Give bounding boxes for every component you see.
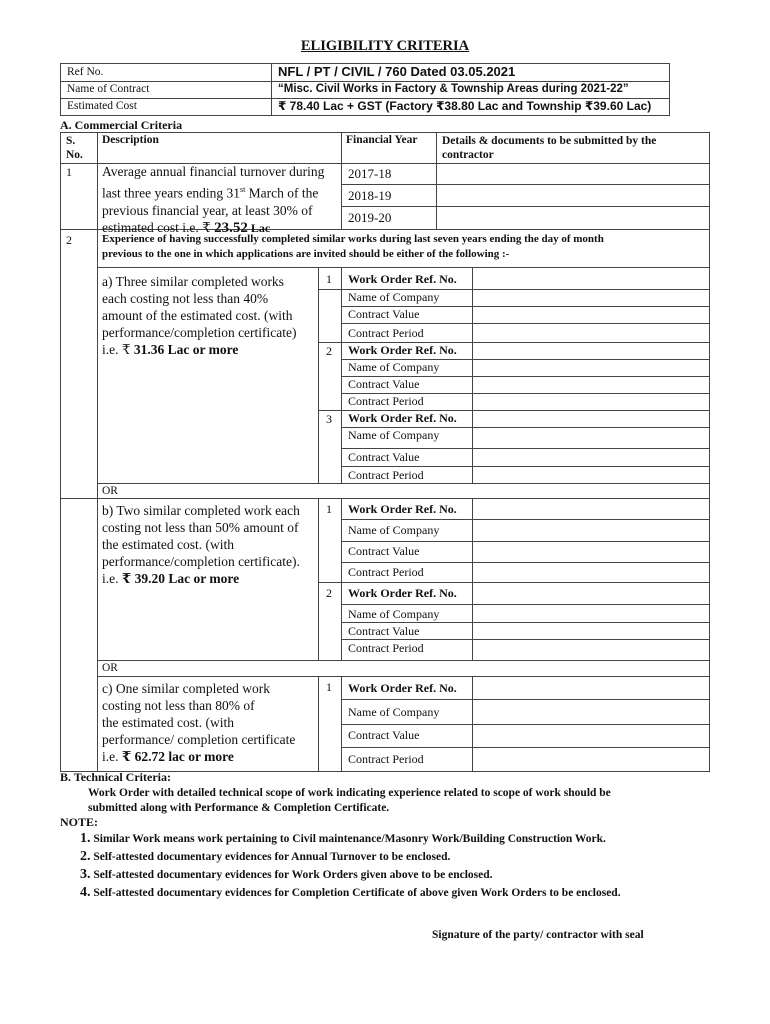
opt-b2-company: Name of Company xyxy=(348,607,440,621)
or-separator-1: OR xyxy=(102,485,118,497)
opt-a2-company: Name of Company xyxy=(348,360,440,374)
contract-value: “Misc. Civil Works in Factory & Township Areas during 2021-22” xyxy=(278,83,629,95)
year-2017-18: 2017-18 xyxy=(348,166,392,181)
opt-a-num-2: 2 xyxy=(326,344,332,358)
row2-sno: 2 xyxy=(66,233,72,247)
col-description: Description xyxy=(102,134,159,146)
opt-c1-company: Name of Company xyxy=(348,705,440,719)
opt-c-num-1: 1 xyxy=(326,680,332,694)
year-2019-20: 2019-20 xyxy=(348,210,392,225)
opt-c1-ref: Work Order Ref. No. xyxy=(348,681,457,695)
technical-heading: B. Technical Criteria: xyxy=(60,770,171,784)
signature-line: Signature of the party/ contractor with seal xyxy=(432,929,644,941)
opt-b2-ref: Work Order Ref. No. xyxy=(348,586,457,600)
opt-a1-ref: Work Order Ref. No. xyxy=(348,272,457,286)
opt-a3-ref: Work Order Ref. No. xyxy=(348,411,457,425)
opt-a2-ref: Work Order Ref. No. xyxy=(348,343,457,357)
opt-a1-period: Contract Period xyxy=(348,326,424,340)
opt-b1-value: Contract Value xyxy=(348,544,420,558)
cost-value: ₹ 78.40 Lac + GST (Factory ₹38.80 Lac and Township ₹39.60 Lac) xyxy=(278,99,652,113)
col-details: Details & documents to be submitted by the contractor xyxy=(442,135,657,161)
col-financial-year: Financial Year xyxy=(346,134,418,146)
page-title: ELIGIBILITY CRITERIA xyxy=(300,38,470,54)
col-sno: S. No. xyxy=(66,135,83,161)
technical-text: Work Order with detailed technical scope of work indicating experience related to scope of work should be submitted along with Performance & Completion Certificate. xyxy=(88,787,611,814)
opt-a-num-3: 3 xyxy=(326,412,332,426)
note-item: 3. Self-attested documentary evidences for Work Orders given above to be enclosed. xyxy=(80,867,493,882)
opt-a1-value: Contract Value xyxy=(348,307,420,321)
option-c-description: c) One similar completed work costing not less than 80% of the estimated cost. (with performance/ completion certificate i.e. ₹ 62.72 lac or more xyxy=(102,681,296,764)
note-list xyxy=(80,830,621,902)
opt-b1-company: Name of Company xyxy=(348,523,440,537)
ref-label: Ref No. xyxy=(67,66,104,78)
option-b-description: b) Two similar completed work each costing not less than 50% amount of the estimated cost. (with performance/completion certificate). i.e. ₹ 39.20 Lac or more xyxy=(102,503,300,586)
ref-value: NFL / PT / CIVIL / 760 Dated 03.05.2021 xyxy=(278,64,516,79)
opt-b-num-2: 2 xyxy=(326,586,332,600)
row2-intro: Experience of having successfully completed similar works during last seven years ending the day of month previous to the one in which applications are invited should be either of the following :- xyxy=(102,233,604,260)
year-2018-19: 2018-19 xyxy=(348,188,392,203)
row1-description: Average annual financial turnover during last three years ending 31st March of the previous financial year, at least 30% of estimated cost i.e. ₹ 23.52 Lac xyxy=(102,164,325,236)
row1-sno: 1 xyxy=(66,165,72,179)
commercial-heading: A. Commercial Criteria xyxy=(60,118,183,132)
note-item: 4. Self-attested documentary evidences for Completion Certificate of above given Work Orders to be enclosed. xyxy=(80,885,621,900)
opt-a3-period: Contract Period xyxy=(348,468,424,482)
note-item: 2. Self-attested documentary evidences for Annual Turnover to be enclosed. xyxy=(80,849,451,864)
option-a-description: a) Three similar completed works each costing not less than 40% amount of the estimated cost. (with performance/completion certificate) i.e. ₹ 31.36 Lac or more xyxy=(102,274,297,357)
contract-label: Name of Contract xyxy=(67,83,150,95)
opt-a3-value: Contract Value xyxy=(348,450,420,464)
opt-a1-company: Name of Company xyxy=(348,290,440,304)
opt-c1-period: Contract Period xyxy=(348,752,424,766)
opt-b1-ref: Work Order Ref. No. xyxy=(348,502,457,516)
note-item: 1. Similar Work means work pertaining to Civil maintenance/Masonry Work/Building Construction Work. xyxy=(80,831,606,846)
or-separator-2: OR xyxy=(102,662,118,674)
opt-b-num-1: 1 xyxy=(326,502,332,516)
opt-b1-period: Contract Period xyxy=(348,565,424,579)
note-heading: NOTE: xyxy=(60,815,99,829)
opt-a-num-1: 1 xyxy=(326,272,332,286)
opt-a2-period: Contract Period xyxy=(348,394,424,408)
opt-b2-period: Contract Period xyxy=(348,641,424,655)
opt-a3-company: Name of Company xyxy=(348,428,440,442)
opt-a2-value: Contract Value xyxy=(348,377,420,391)
opt-c1-value: Contract Value xyxy=(348,728,420,742)
opt-b2-value: Contract Value xyxy=(348,624,420,638)
cost-label: Estimated Cost xyxy=(67,100,137,112)
